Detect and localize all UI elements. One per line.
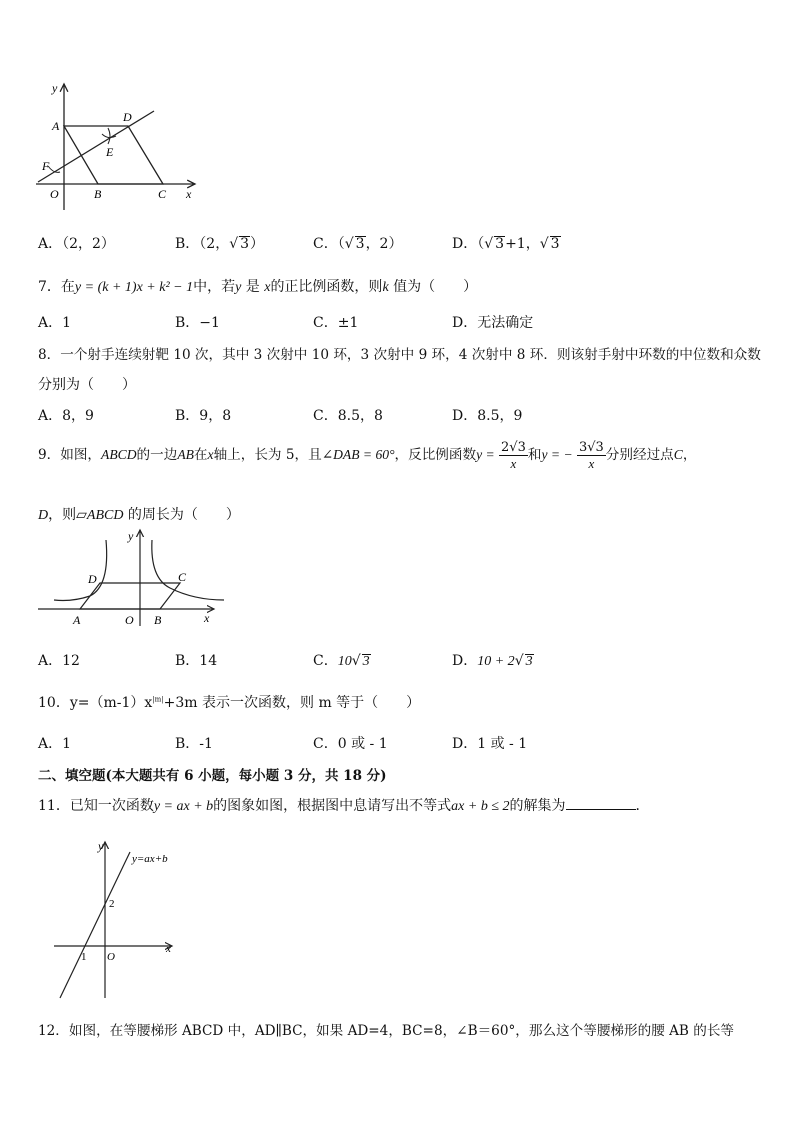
label-f: F <box>42 159 50 173</box>
label-x: x <box>186 187 192 201</box>
q12-stem: 12．如图，在等腰梯形 ABCD 中，AD∥BC，如果 AD=4，BC=8，∠B＝60°，那么这个等腰梯形的腰 AB 的长等 <box>38 1023 735 1039</box>
fraction-3sqrt3-over-x: $\frac{3√3}{x}$ <box>578 440 604 471</box>
q10-stem: 10．$y=(m-1)x^{|m|}+3m$ 表示一次函数，则 m 等于（ ） <box>38 695 421 711</box>
q10-option-a: A．1 <box>38 736 72 752</box>
q8-option-b: B．9，8 <box>175 408 232 424</box>
q7-stem: 7．在y = (k + 1)x + k² − 1中，若y 是 x的正比例函数，则k 值为（ ） <box>38 279 478 295</box>
label-c: C <box>158 187 167 201</box>
label-c: C <box>178 570 187 584</box>
q11-figure <box>50 838 190 1002</box>
curve-right <box>152 540 224 600</box>
parallelogram-abcd <box>64 126 163 184</box>
q8-stem-line2: 分别为（ ） <box>38 377 136 393</box>
q6-option-b: B．（2，√ 3） <box>175 236 265 252</box>
q6-option-a: A．（2，2） <box>38 236 115 252</box>
fraction-2sqrt3-over-x: $\frac{2√3}{x}$ <box>501 440 526 471</box>
q9-stem-line1: 9．如图，ABCD的一边AB在x轴上，长为 5，且∠DAB = 60°，反比例函数y = $\frac{2√3}{x}$ 和y = − $\frac{3√3}{x}$ 分别经过点C， <box>38 440 697 471</box>
label-a: A <box>73 613 81 627</box>
label-o: O <box>107 951 115 963</box>
label-d: D <box>88 572 97 586</box>
label-x: x <box>166 943 171 955</box>
q7-option-c: C．±1 <box>313 315 359 331</box>
parallelogram-abcd <box>80 583 180 609</box>
label-2: 2 <box>109 898 115 910</box>
label-a: A <box>52 119 60 133</box>
q9-option-b: B．14 <box>175 653 218 669</box>
label-line: y=ax+b <box>132 853 168 865</box>
section-header-fill-in: 二、填空题(本大题共有 6 小题，每小题 3 分，共 18 分) <box>38 768 387 784</box>
arc-e2 <box>108 128 110 144</box>
label-y: y <box>128 529 134 543</box>
q7-option-a: A．1 <box>38 315 72 331</box>
q7-option-b: B．−1 <box>175 315 220 331</box>
q8-stem-line1: 8．一个射手连续射靶 10 次，其中 3 次射中 10 环，3 次射中 9 环，4 次射中 8 环．则该射手射中环数的中位数和众数 <box>38 347 761 363</box>
q6-figure <box>30 78 210 218</box>
label-b: B <box>154 613 162 627</box>
answer-blank[interactable] <box>566 797 636 810</box>
q10-option-b: B．-1 <box>175 736 213 752</box>
q8-option-c: C．8.5，8 <box>313 408 383 424</box>
label-y: y <box>98 839 104 853</box>
q10-option-d: D．1 或 - 1 <box>452 736 528 752</box>
q9-option-a: A．12 <box>38 653 80 669</box>
q9-option-d: D．10 + 2√ 3 <box>452 653 533 669</box>
label-o: O <box>50 187 59 201</box>
q7-option-d: D．无法确定 <box>452 315 534 331</box>
q8-option-d: D．8.5，9 <box>452 408 523 424</box>
line-y-ax-b <box>60 852 130 998</box>
curve-left <box>54 540 107 601</box>
label-x: x <box>204 611 210 625</box>
q9-stem-line2: D，则▱ABCD 的周长为（ ） <box>38 507 240 523</box>
label-o: O <box>125 613 134 627</box>
q8-option-a: A．8，9 <box>38 408 94 424</box>
q6-option-d: D．（√ 3+1，√ 3 <box>452 236 560 252</box>
q10-option-c: C．0 或 - 1 <box>313 736 388 752</box>
label-e: E <box>106 145 114 159</box>
q9-figure <box>34 526 230 630</box>
label-1: 1 <box>81 951 87 963</box>
label-y: y <box>52 81 58 95</box>
q11-stem: 11．已知一次函数y = ax + b的图象如图，根据图中息请写出不等式ax + b ≤ 2的解集为 ． <box>38 798 650 814</box>
q6-option-c: C．（√ 3，2） <box>313 236 403 252</box>
q9-option-c: C．10√ 3 <box>313 653 370 669</box>
label-b: B <box>94 187 102 201</box>
label-d: D <box>123 110 132 124</box>
